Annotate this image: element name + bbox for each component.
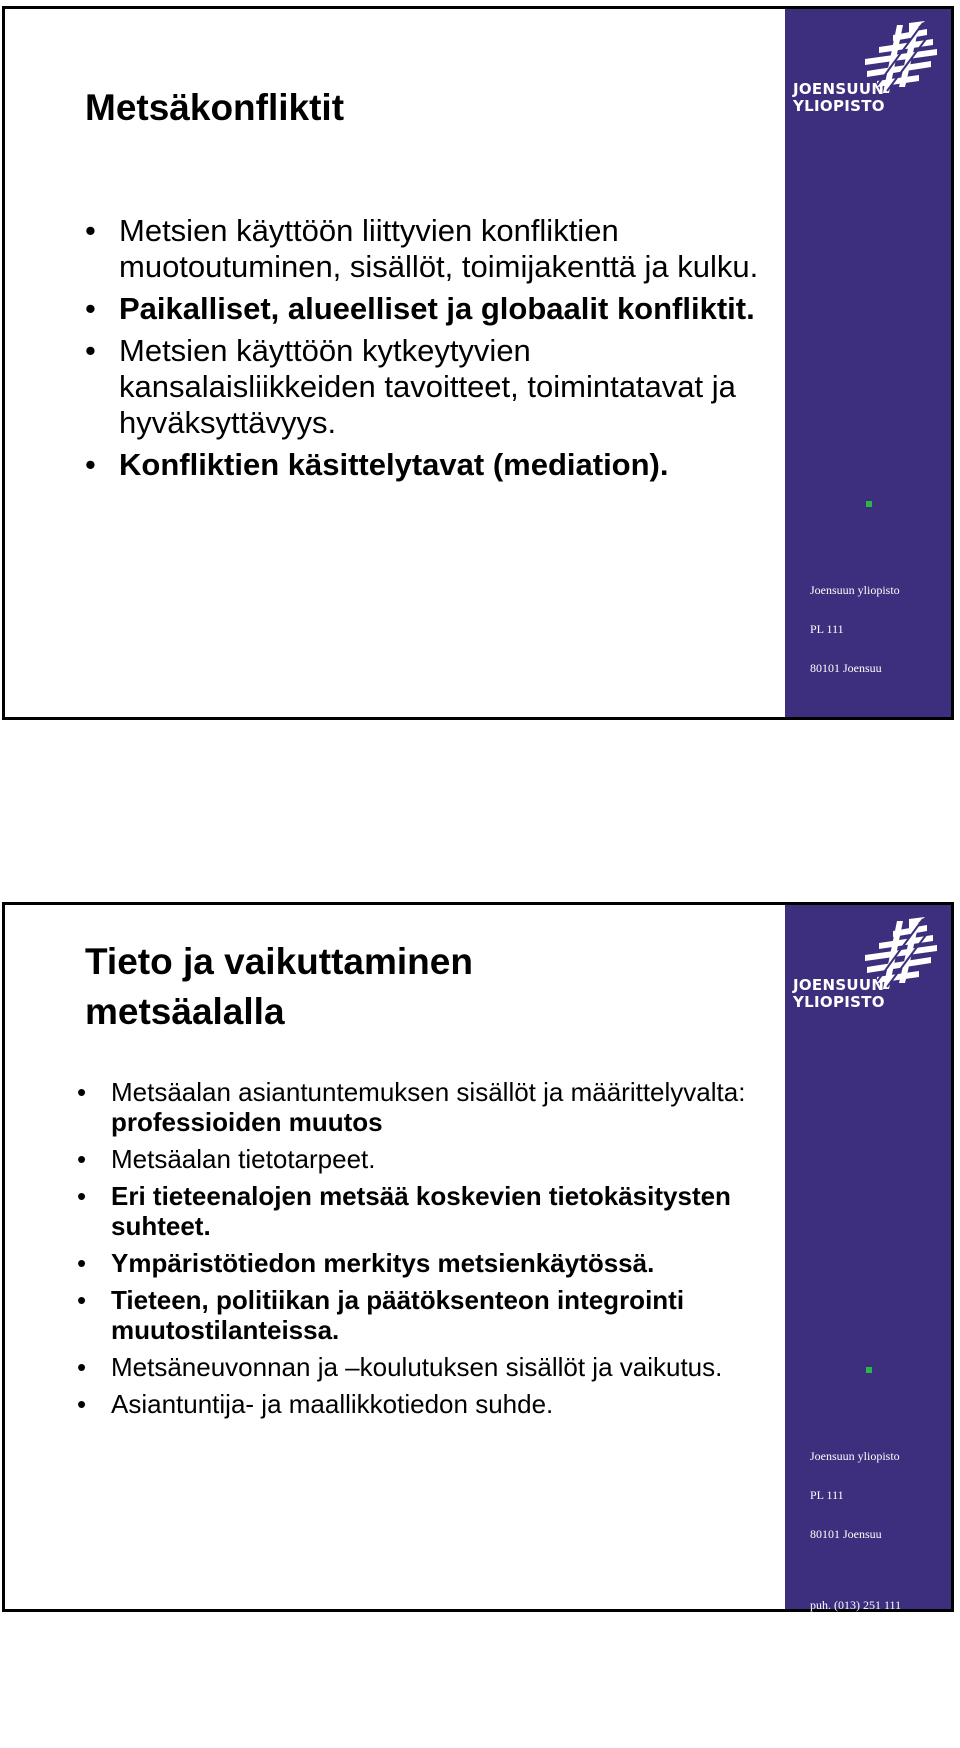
bullet-icon: •: [77, 1248, 87, 1278]
green-square-icon: [866, 1367, 872, 1373]
contact-city: 80101 Joensuu: [810, 661, 882, 675]
slide-2-bullet-list: [77, 1077, 751, 1419]
list-item: • Eri tieteenalojen metsää koskevien tietokäsitysten suhteet.: [77, 1181, 731, 1241]
contact-info: [810, 558, 911, 882]
bullet-icon: •: [85, 291, 96, 326]
logo-wordmark: JOENSUUN YLIOPISTO: [793, 976, 885, 1011]
slide-2-title: Tieto ja vaikuttaminen metsäalalla: [85, 941, 473, 1032]
sidebar-panel: [785, 9, 951, 856]
bullet-icon: •: [77, 1144, 87, 1174]
bullet-icon: •: [85, 333, 96, 368]
list-item: • Paikalliset, alueelliset ja globaalit konfliktit.: [85, 291, 755, 326]
contact-name: Joensuun yliopisto: [810, 583, 900, 597]
bullet-icon: •: [77, 1389, 87, 1419]
logo-wordmark: JOENSUUN YLIOPISTO: [793, 80, 885, 115]
university-logo: [791, 21, 943, 131]
contact-phone: puh. (013) 251 111: [810, 1598, 902, 1612]
contact-fax: fax (013) 251 2050: [810, 771, 912, 785]
slide-1-bullet-list: [85, 213, 759, 483]
list-item: • Ympäristötiedon merkitys metsienkäytössä.: [77, 1248, 655, 1278]
contact-web-link[interactable]: www.joensuu.fi: [810, 842, 886, 856]
contact-phone: puh. (013) 251 111: [810, 732, 902, 746]
slide-1: [2, 6, 954, 856]
slide-1-title: Metsäkonfliktit: [85, 87, 345, 128]
contact-web-link[interactable]: www.joensuu.fi: [810, 1708, 886, 1722]
list-item: • Konfliktien käsittelytavat (mediation).: [85, 447, 669, 482]
list-item: • Metsien käyttöön kytkeytyvien kansalaisliikkeiden tavoitteet, toimintatavat ja hyväksyttävyys.: [85, 333, 736, 440]
list-item: • Metsäalan tietotarpeet.: [77, 1144, 376, 1174]
bullet-icon: •: [77, 1181, 87, 1211]
bullet-icon: •: [77, 1077, 87, 1107]
list-item: • Metsäalan asiantuntemuksen sisällöt ja määrittelyvalta: professioiden muutos: [77, 1077, 746, 1137]
contact-city: 80101 Joensuu: [810, 1527, 882, 1541]
contact-info: [810, 1424, 911, 1748]
list-item: • Metsäneuvonnan ja –koulutuksen sisällöt ja vaikutus.: [77, 1352, 723, 1382]
bullet-icon: •: [85, 447, 96, 482]
contact-box: PL 111: [810, 1488, 844, 1502]
contact-box: PL 111: [810, 622, 844, 636]
university-logo: [791, 917, 943, 1027]
contact-fax: fax (013) 251 2050: [810, 1637, 912, 1651]
bullet-icon: •: [77, 1352, 87, 1382]
bullet-icon: •: [77, 1285, 87, 1315]
list-item: • Tieteen, politiikan ja päätöksenteon integrointi muutostilanteissa.: [77, 1285, 685, 1345]
contact-name: Joensuun yliopisto: [810, 1449, 900, 1463]
bullet-icon: •: [85, 213, 96, 248]
list-item: • Metsien käyttöön liittyvien konfliktien muotoutuminen, sisällöt, toimijakenttä ja kulku.: [85, 213, 759, 284]
sidebar-panel: [785, 905, 951, 1722]
slide-2: [2, 902, 954, 1722]
green-square-icon: [866, 501, 872, 507]
list-item: • Asiantuntija- ja maallikkotiedon suhde.: [77, 1389, 554, 1419]
